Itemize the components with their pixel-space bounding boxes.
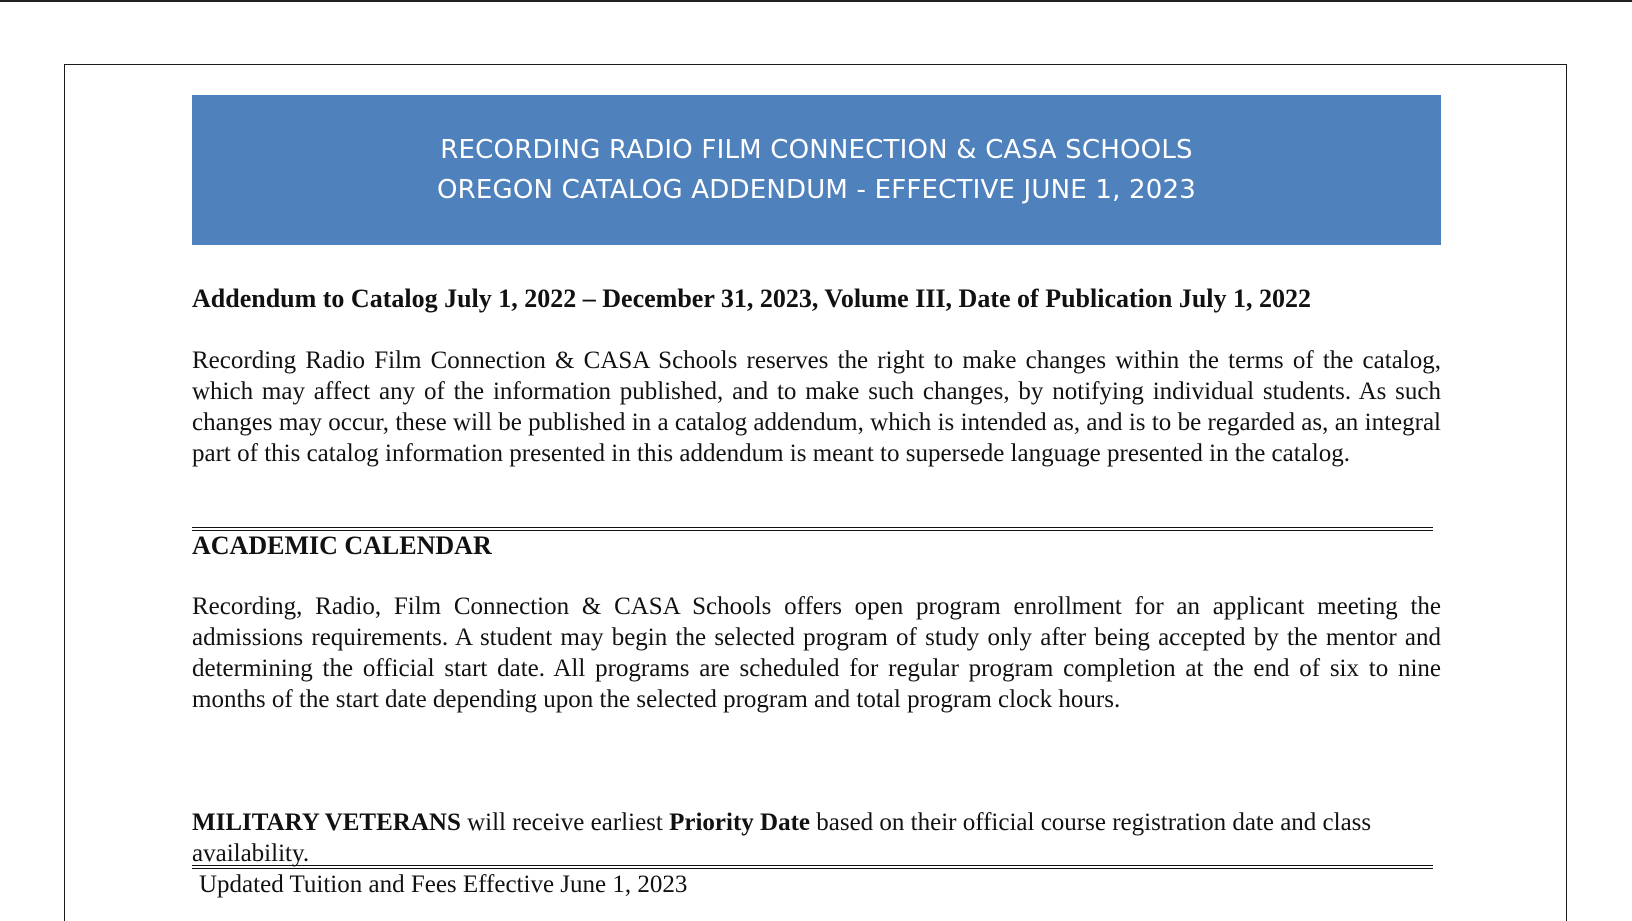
banner-title-line-2: OREGON CATALOG ADDENDUM - EFFECTIVE JUNE 1, 2023 bbox=[436, 175, 1197, 205]
addendum-subtitle: Addendum to Catalog July 1, 2022 – December 31, 2023, Volume III, Date of Publication July 1, 2022 bbox=[192, 284, 1312, 313]
academic-calendar-paragraph: Recording, Radio, Film Connection & CASA Schools offers open program enrollment for an applicant meeting the admissions requirements. A student may begin the selected program of study only after being accepted by the mentor and determining the official start date. All programs are scheduled for regular program completion at the end of six to nine months of the start date depending upon the selected program and total program clock hours. bbox=[192, 593, 1441, 713]
veterans-bold-label: MILITARY VETERANS bbox=[192, 809, 461, 836]
document-page bbox=[64, 64, 1567, 921]
header-banner bbox=[192, 95, 1441, 245]
footer-divider bbox=[192, 865, 1433, 869]
veterans-text-1: will receive earliest bbox=[460, 809, 670, 836]
military-veterans-paragraph bbox=[192, 807, 1441, 869]
tuition-fees-heading: Updated Tuition and Fees Effective June 1, 2023 bbox=[199, 871, 688, 898]
veterans-text-2: based on their official course registration date and class availability. bbox=[192, 809, 1372, 867]
priority-date-bold-label: Priority Date bbox=[669, 809, 810, 836]
window-top-border bbox=[0, 0, 1632, 2]
academic-calendar-heading: ACADEMIC CALENDAR bbox=[192, 531, 492, 560]
intro-paragraph: Recording Radio Film Connection & CASA Schools reserves the right to make changes within the terms of the catalog, which may affect any of the information published, and to make such changes, by notifying individual students. As such changes may occur, these will be published in a catalog addendum, which is intended as, and is to be regarded as, an integral part of this catalog information presented in this addendum is meant to supersede language presented in the catalog. bbox=[192, 347, 1441, 467]
banner-title-line-1: RECORDING RADIO FILM CONNECTION & CASA SCHOOLS bbox=[440, 135, 1193, 165]
